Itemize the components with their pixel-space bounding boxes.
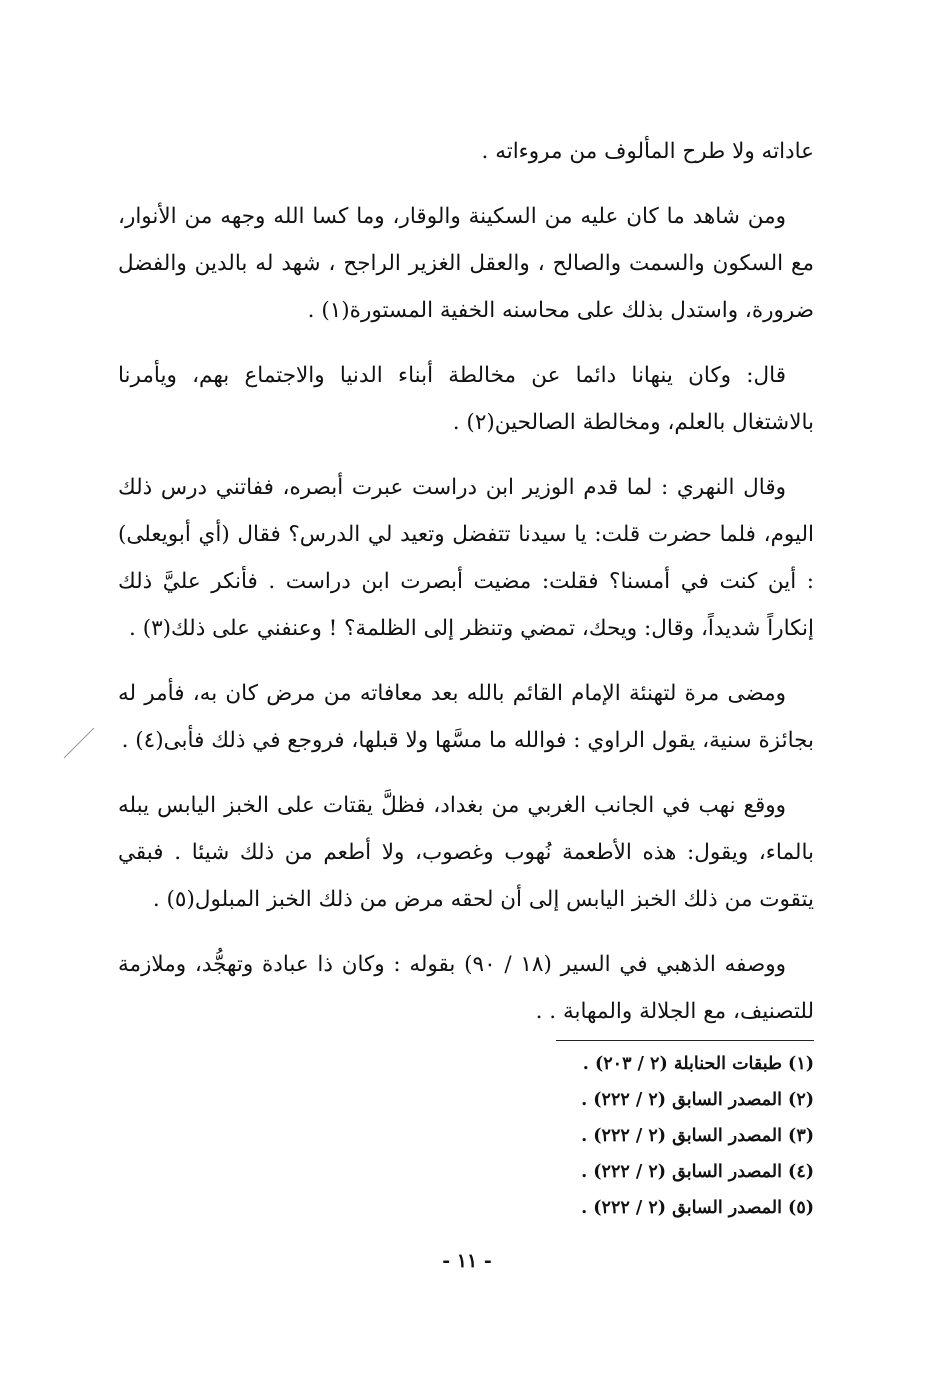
paragraph-caliph-gift: ومضى مرة لتهنئة الإمام القائم بالله بعد معافاته من مرض كان به، فأمر له بجائزة سنية، يقول الراوي : فوالله ما مسَّها ولا قبلها، فروجع في ذلك فأبى(٤) . (118, 681, 814, 753)
footnote-5: (٥) المصدر السابق (٢ / ٢٢٢) . (581, 1198, 814, 1218)
footnote-3: (٣) المصدر السابق (٢ / ٢٢٢) . (581, 1126, 814, 1146)
paragraph-advice: قال: وكان ينهانا دائما عن مخالطة أبناء الدنيا والاجتماع بهم، ويأمرنا بالاشتغال بالعلم، ومخالطة الصالحين(٢) . (118, 363, 814, 435)
paragraph-nahri-account: وقال النهري : لما قدم الوزير ابن دراست عبرت أبصره، ففاتني درس ذلك اليوم، فلما حضرت قلت: يا سيدنا تتفضل وتعيد لي الدرس؟ فقال (أي أبويعلى) : أين كنت في أمسنا؟ فقلت: مضيت أبصرت ابن دراست . فأنكر عليَّ ذلك إنكاراً شديداً، وقال: ويحك، تمضي وتنظر إلى الظلمة؟ ! وعنفني على ذلك(٣) . (118, 475, 814, 641)
paragraph-description: ومن شاهد ما كان عليه من السكينة والوقار، وما كسا الله وجهه من الأنوار، مع السكون والسمت والصالح ، والعقل الغزير الراجح ، شهد له بالدين والفضل ضرورة، واستدل بذلك على محاسنه الخفية المستورة(١) . (118, 204, 814, 323)
paragraph-dhahabi-description: ووصفه الذهبي في السير (١٨ / ٩٠) بقوله : وكان ذا عبادة وتهجُّد، وملازمة للتصنيف، مع الجلالة والمهابة . . (118, 952, 814, 1024)
stray-pen-mark (60, 722, 100, 762)
page-number: - ١١ - (442, 1250, 492, 1272)
footnote-separator (556, 1040, 814, 1041)
main-text (118, 128, 814, 1053)
paragraph-continuation: عاداته ولا طرح المألوف من مروءاته . (481, 139, 814, 164)
paragraph-baghdad-looting: ووقع نهب في الجانب الغربي من بغداد، فظلَّ يقتات على الخبز اليابس يبله بالماء، ويقول: هذه الأطعمة نُهوب وغصوب، ولا أطعم من ذلك شيئا . فبقي يتقوت من ذلك الخبز اليابس إلى أن لحقه مرض من ذلك الخبز المبلول(٥) . (118, 793, 814, 912)
footnote-1: (١) طبقات الحنابلة (٢ / ٢٠٣) . (582, 1054, 814, 1074)
footnotes (400, 1046, 814, 1226)
footnote-2: (٢) المصدر السابق (٢ / ٢٢٢) . (581, 1090, 814, 1110)
footnote-4: (٤) المصدر السابق (٢ / ٢٢٢) . (581, 1162, 814, 1182)
